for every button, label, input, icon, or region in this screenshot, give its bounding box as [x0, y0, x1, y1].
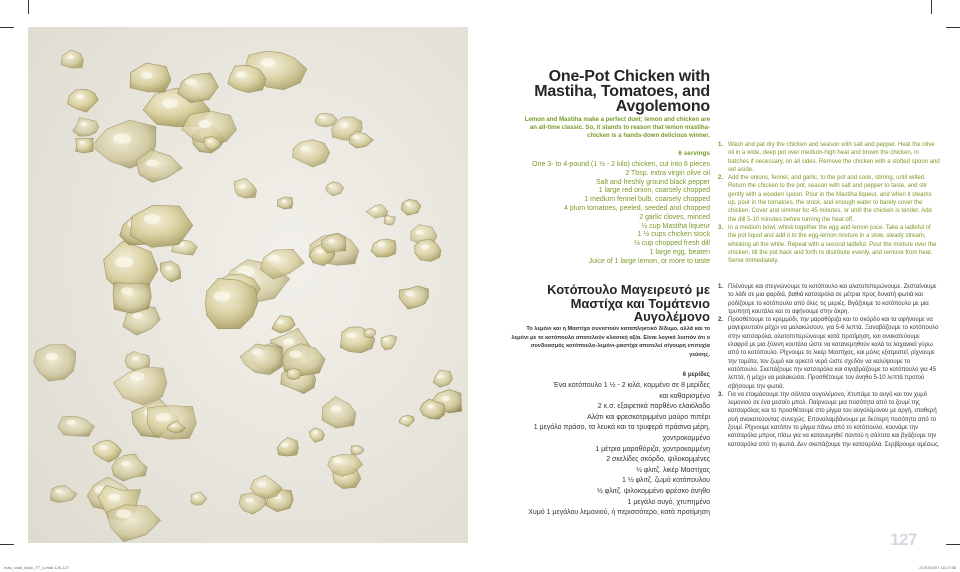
- resin-highlight: [214, 291, 231, 301]
- resin-highlight: [194, 495, 198, 498]
- resin-highlight: [421, 244, 429, 249]
- ingredient-item: ½ cup chopped fresh dill: [634, 240, 710, 248]
- ingredient-item: ½ cup Mastiha liqueur: [641, 222, 710, 230]
- resin-highlight: [386, 217, 390, 219]
- resin-highlight: [76, 94, 84, 99]
- ingredient-item: χοντροκομμένο: [662, 434, 710, 442]
- resin-highlight: [268, 255, 280, 262]
- crop-mark: [0, 544, 14, 545]
- resin-highlight: [46, 353, 59, 361]
- crop-mark: [0, 27, 14, 28]
- resin-highlight: [144, 214, 160, 224]
- method-step: [718, 316, 940, 391]
- english-intro: Lemon and Mastiha make a perfect duet; lemon and chicken are an all-time classic. So, it stands to reason that lemon mastiha-chicken is a hands-down delicious winner.: [524, 116, 710, 140]
- resin-highlight: [402, 417, 407, 420]
- ingredient-item: 1 μεγάλο αυγό, χτυπημένο: [627, 498, 710, 506]
- ingredient-item: 4 plum tomatoes, peeled, seeded and chopped: [564, 204, 710, 212]
- ingredient-item: 2 garlic cloves, minced: [639, 213, 710, 221]
- ingredient-item: Αλάτι και φρεσκοτριμμένο μαύρο πιπέρι: [587, 413, 710, 421]
- resin-highlight: [289, 371, 294, 374]
- step-number: 3.: [718, 224, 724, 231]
- resin-highlight: [185, 79, 196, 86]
- step-text: Προσθέτουμε το κρεμμύδι, την μαραθόριζα και το σκόρδο και τα αφήνουμε να μαγειρευτούν μέχρι να μαλακώσουν, για 5-6 λεπτά. Ξαναβάζουμε το κοτόπουλο στην κατσαρόλα, αλατοπιπερώνουμε κατά προτίμηση, και ανακατεύουμε ελαφρά με μια ξύλινη κουτάλα ώστε να κατανεμηθούν καλά τα λαχανικά γύρω από το κοτόπουλο. Ρίχνουμε το λικέρ Μαστίχας, και μόλις εξατμιστεί, ρίχνουμε την τομάτα, τον ζωμό και αρκετό νερό ώστε σχεδόν να καλύψουμε το κοτόπουλο. Σκεπάζουμε την κατσαρόλα και σιγοβράζουμε το κοτόπουλο για 45 λεπτά, ή μέχρι να μαλακώσει. Προσθέτουμε τον άνηθο 5-10 λεπτά προτού σβήσουμε την φωτιά.: [728, 317, 939, 390]
- resin-highlight: [162, 99, 178, 108]
- step-number: 2.: [718, 317, 724, 324]
- resin-highlight: [235, 72, 246, 78]
- greek-ingredients-list: [500, 381, 710, 519]
- step-number: 1.: [718, 284, 724, 290]
- resin-highlight: [378, 242, 386, 247]
- ingredient-item: 1 large egg, beaten: [649, 248, 710, 256]
- ingredient-item: 1 large red onion, coarsely chopped: [598, 187, 710, 195]
- resin-highlight: [260, 58, 275, 67]
- resin-highlight: [132, 356, 139, 360]
- resin-highlight: [441, 396, 450, 401]
- resin-highlight: [283, 338, 294, 345]
- resin-highlight: [251, 349, 263, 356]
- ingredient-item: και καθαρισμένο: [659, 392, 710, 400]
- resin-highlight: [207, 139, 212, 142]
- resin-highlight: [428, 404, 435, 408]
- page-number: 127: [890, 530, 917, 549]
- resin-highlight: [238, 185, 246, 190]
- ingredient-item: 2 κ.σ. εξαιρετικά παρθένο ελαιόλαδο: [597, 403, 710, 411]
- resin-highlight: [282, 200, 287, 203]
- step-number: 3.: [718, 391, 724, 398]
- resin-highlight: [199, 120, 212, 128]
- resin-highlight: [317, 249, 324, 253]
- resin-highlight: [113, 133, 131, 144]
- resin-highlight: [329, 184, 334, 187]
- english-ingredients-list: [500, 161, 710, 267]
- ingredient-item: Salt and freshly ground black pepper: [595, 178, 710, 186]
- step-text: In a medium bowl, whisk together the egg and lemon juice. Take a ladleful of the pot liquid and add it to the egg-lemon mixture in a slow, steady stream, whisking all the while. Repeat with a second ladleful. Pour the mixture over the chicken, tilt the pot back and forth to distribute evenly, and remove from heat. Serve immediately.: [728, 224, 937, 265]
- crop-mark: [28, 0, 29, 14]
- resin-highlight: [373, 208, 378, 211]
- resin-highlight: [257, 482, 266, 487]
- resin-highlight: [416, 230, 424, 235]
- resin-highlight: [331, 406, 342, 412]
- ingredient-item: Ένα κοτόπουλο 1 ½ - 2 κιλά, κομμένο σε 8 μερίδες: [553, 382, 710, 389]
- resin-highlight: [405, 291, 414, 296]
- ingredient-item: Juice of 1 large lemon, or more to taste: [588, 257, 710, 265]
- resin-highlight: [66, 420, 75, 426]
- step-number: 2.: [718, 175, 724, 182]
- resin-highlight: [353, 447, 356, 449]
- resin-highlight: [281, 443, 288, 447]
- resin-highlight: [80, 122, 87, 126]
- step-number: 1.: [718, 142, 724, 148]
- greek-recipe-title: Κοτόπουλο Μαγειρευτό με Μαστίχα και Τομάτενιο Αυγολέμονο: [547, 282, 710, 325]
- print-slug-file: mas_cook_book_TT_s.indd 126-127: [4, 565, 69, 570]
- greek-method-steps: [718, 283, 940, 449]
- method-step: [718, 141, 940, 174]
- resin-highlight: [383, 338, 388, 341]
- greek-servings: 6 μερίδες: [682, 371, 710, 378]
- english-servings: 6 servings: [678, 150, 710, 157]
- mastiha-resin-photo: [28, 27, 468, 543]
- resin-highlight: [289, 350, 301, 357]
- step-text: Add the onions, fennel, and garlic, to the pot and cook, stirring, until wilted. Return the chicken to the pot, season with salt and pepper to taste, and stir gently with a wooden spoon. Pour in the Mastiha liqueur, and when it steams up, pour in the tomatoes, the stock, and enough water to barely cover the chicken. Cover and simmer for 45 minutes, or until the chicken is tender. Add the dill 5-10 minutes before turning the heat off.: [728, 175, 932, 223]
- resin-highlight: [346, 332, 356, 338]
- ingredient-item: 1 μεγάλο πράσο, τα λευκά και τα τρυφερά πράσινα μέρη,: [533, 424, 710, 432]
- print-slug-date: 21/07/2007 18:17:38: [919, 565, 956, 570]
- resin-highlight: [245, 498, 253, 503]
- ingredient-item: 1 ½ φλιτζ. ζωμό κοτόπουλου: [621, 477, 710, 485]
- resin-tear: [147, 406, 196, 440]
- step-text: Wash and pat dry the chicken and season with salt and pepper. Heat the olive oil in a wide, deep pot over medium-high heat and brown the chicken, in batches if necessary, on all sides. Remove the chicken with a slotted spoon and set aside.: [728, 142, 940, 173]
- resin-highlight: [165, 266, 172, 270]
- ingredient-item: ½ φλιτζ. ψιλοκομμένο φρέσκο άνηθο: [597, 487, 710, 495]
- resin-highlight: [367, 331, 370, 333]
- resin-highlight: [79, 141, 85, 145]
- method-step: [718, 283, 940, 316]
- english-recipe-title: One-Pot Chicken with Mastiha, Tomatoes, and Avgolemono: [534, 68, 710, 115]
- method-step: [718, 174, 940, 224]
- method-step: [718, 391, 940, 449]
- resin-tear: [113, 282, 151, 313]
- resin-highlight: [313, 431, 318, 434]
- resin-highlight: [141, 72, 152, 79]
- ingredient-item: 2 σκελίδες σκόρδο, ψιλοκομμένες: [606, 456, 710, 464]
- resin-highlight: [130, 372, 145, 381]
- resin-highlight: [99, 445, 107, 450]
- resin-highlight: [108, 494, 121, 502]
- resin-highlight: [146, 160, 158, 167]
- resin-highlight: [156, 413, 171, 422]
- resin-highlight: [67, 55, 74, 59]
- resin-highlight: [333, 457, 343, 463]
- greek-intro: Το λεμόνι και η Μαστίχα συνιστούν καταπληκτικό δίδυμο, αλλά και το λεμόνι με το κοτόπουλο αποτελούν κλασική αξία. Είναι λογικό λοιπόν ότι ο συνδυασμός κοτόπουλο-λεμόνι-μαστίχα αποτελεί σίγουρη επιτυχία γεύσης.: [511, 326, 710, 358]
- resin-highlight: [116, 509, 131, 518]
- resin-highlight: [328, 239, 335, 243]
- resin-highlight: [115, 257, 133, 268]
- ingredient-item: 2 Tbsp. extra virgin olive oil: [625, 169, 710, 177]
- resin-tears-illustration: [28, 27, 468, 543]
- ingredient-item: 1 μέτρια μαραθόριζα, χοντροκομμένη: [595, 445, 710, 453]
- step-text: Πλένουμε και στεγνώνουμε το κοτόπουλο και αλατοπιπερώνουμε. Ζεσταίνουμε το λάδι σε μια φαρδιά, βαθιά κατσαρόλα σε μέτρια προς δυνατή φωτιά και ροδίζουμε το κοτόπουλο από όλες τις μεριές. Βγάζουμε το κοτόπουλο με μια τρυπητή κουτάλα και το αφήνουμε στην άκρη.: [728, 284, 937, 315]
- resin-highlight: [55, 489, 62, 493]
- resin-highlight: [121, 461, 130, 466]
- ingredient-item: ½ φλιτζ. λικέρ Μαστίχας: [636, 466, 710, 474]
- resin-highlight: [437, 375, 443, 379]
- english-method-steps: [718, 141, 940, 265]
- resin-highlight: [171, 424, 176, 427]
- step-text: Για να ετοιμάσουμε την σάλτσα αυγολέμονο, Χτυπάμε το αυγό και τον χυμό λεμονιού σε ένα μεσαίο μπολ. Παίρνουμε μια ποσότητα από το ζουμί της κατσαρόλας και το προσθέτουμε στο μίγμα του αυγολέμονου με αργή, σταθερή ροή ανακατεύοντας συνεχώς. Επαναλαμβάνουμε με δεύτερη ποσότητα από το ζουμί. Ρίχνουμε κατόπιν το μίγμα πάνω από το κοτόπουλο, κουνάμε την κατσαρόλα μπρος πίσω για να κατανεμηθεί παντού η σάλτσα και βγάζουμε την κατσαρόλα από τη φωτιά. Δεν σκεπάζουμε την κατσαρόλα. Σερβίρουμε αμέσως.: [728, 391, 940, 448]
- ingredient-item: 1 ½ cups chicken stock: [637, 231, 710, 239]
- recipe-page: [470, 0, 960, 572]
- resin-highlight: [405, 202, 411, 206]
- resin-highlight: [319, 115, 325, 119]
- ingredient-item: Χυμό 1 μεγάλου λεμονιού, ή περισσότερο, κατά προτίμηση: [528, 509, 710, 517]
- resin-highlight: [277, 320, 283, 324]
- resin-tear: [76, 138, 94, 153]
- resin-highlight: [340, 122, 349, 127]
- method-step: [718, 224, 940, 265]
- resin-highlight: [300, 146, 310, 152]
- resin-highlight: [352, 135, 359, 139]
- resin-highlight: [121, 287, 133, 294]
- ingredient-item: 1 medium fennel bulb, coarsely chopped: [584, 196, 710, 204]
- ingredient-item: One 3- to 4-pound (1 ½ - 2 kilo) chicken, cut into 8 pieces: [532, 161, 710, 168]
